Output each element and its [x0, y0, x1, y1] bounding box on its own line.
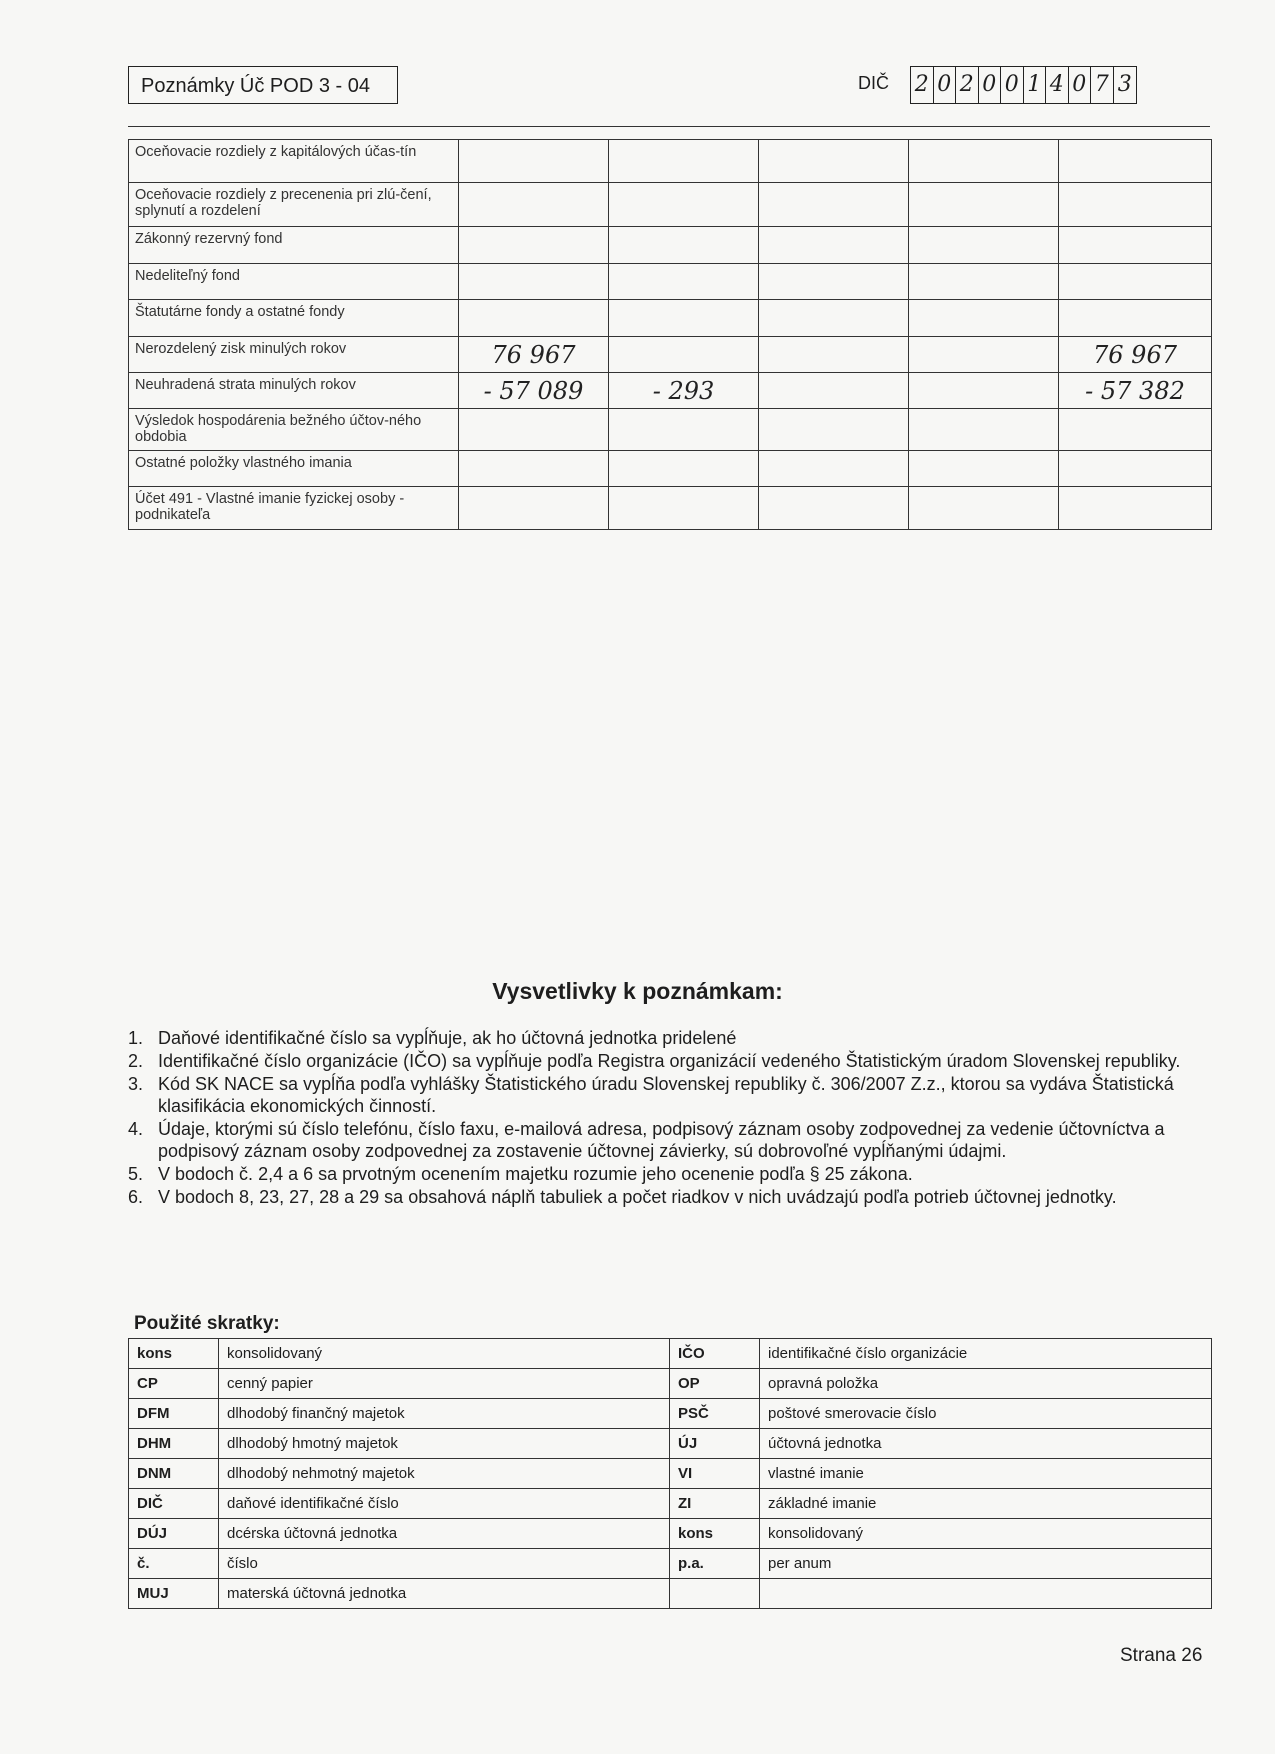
value-cell	[909, 409, 1059, 451]
table-row	[129, 451, 1212, 487]
explanations-title: Vysvetlivky k poznámkam:	[492, 978, 783, 1004]
item-text: V bodoch 8, 23, 27, 28 a 29 sa obsahová náplň tabuliek a počet riadkov v nich uvádzajú podľa potrieb účtovnej jednotky.	[158, 1187, 1117, 1207]
abbr-meaning: konsolidovaný	[760, 1519, 1212, 1549]
value-cell	[1059, 140, 1212, 183]
table-row	[129, 487, 1212, 530]
value-cell	[759, 300, 909, 337]
abbr-meaning: cenný papier	[219, 1369, 670, 1399]
abbr-key: DÚJ	[129, 1519, 219, 1549]
value-cell	[459, 487, 609, 530]
value-cell	[759, 264, 909, 300]
value-cell	[909, 227, 1059, 264]
value-cell	[909, 487, 1059, 530]
table-row	[129, 227, 1212, 264]
table-row	[129, 140, 1212, 183]
value-cell	[459, 183, 609, 227]
item-text: Kód SK NACE sa vypĺňa podľa vyhlášky Štatistického úradu Slovenskej republiky č. 306/2007 Z.z., ktorou sa vydáva Štatistická klasifikácia ekonomických činností.	[158, 1074, 1174, 1116]
value-cell	[909, 183, 1059, 227]
abbr-meaning: materská účtovná jednotka	[219, 1579, 670, 1609]
table-row	[129, 1429, 1212, 1459]
table-row	[129, 1579, 1212, 1609]
value-cell	[909, 264, 1059, 300]
abbreviations-title: Použité skratky:	[134, 1313, 280, 1334]
header-divider	[128, 126, 1210, 127]
abbr-meaning: účtovná jednotka	[760, 1429, 1212, 1459]
abbr-meaning: vlastné imanie	[760, 1459, 1212, 1489]
value-cell	[609, 409, 759, 451]
value-cell	[909, 337, 1059, 373]
value-cell: 76 967	[459, 337, 609, 373]
table-row	[129, 183, 1212, 227]
abbr-key: MUJ	[129, 1579, 219, 1609]
abbr-key: p.a.	[670, 1549, 760, 1579]
dic-digit: 0	[1001, 67, 1024, 103]
abbr-meaning: konsolidovaný	[219, 1339, 670, 1369]
abbr-key: kons	[129, 1339, 219, 1369]
item-text: Údaje, ktorými sú číslo telefónu, číslo faxu, e-mailová adresa, podpisový záznam osoby zodpovednej za vedenie účtovníctva a podpisový záznam osoby zodpovednej za zostavenie účtovnej závierky, sú dobrovoľné vypĺňanými údajmi.	[158, 1119, 1165, 1161]
equity-changes-table	[128, 139, 1212, 530]
table-row	[129, 1399, 1212, 1429]
dic-digit: 0	[979, 67, 1002, 103]
value-cell: - 293	[609, 373, 759, 409]
item-number: 5.	[128, 1164, 144, 1184]
value-cell	[759, 487, 909, 530]
row-label: Štatutárne fondy a ostatné fondy	[129, 300, 459, 337]
dic-digit: 7	[1091, 67, 1114, 103]
value-cell	[759, 451, 909, 487]
table-row	[129, 1489, 1212, 1519]
value-cell	[609, 487, 759, 530]
value-cell	[759, 183, 909, 227]
list-item	[128, 1027, 1208, 1049]
abbr-key: ZI	[670, 1489, 760, 1519]
table-row	[129, 300, 1212, 337]
value-cell	[1059, 227, 1212, 264]
dic-digit: 0	[1069, 67, 1092, 103]
abbr-key: OP	[670, 1369, 760, 1399]
page-number: Strana 26	[1120, 1645, 1203, 1666]
abbr-key: DFM	[129, 1399, 219, 1429]
value-cell	[459, 140, 609, 183]
value-cell	[609, 337, 759, 373]
value-cell	[909, 451, 1059, 487]
abbr-meaning: opravná položka	[760, 1369, 1212, 1399]
item-number: 4.	[128, 1119, 144, 1139]
table-row	[129, 409, 1212, 451]
table-row	[129, 337, 1212, 373]
abbr-key: PSČ	[670, 1399, 760, 1429]
dic-digit: 2	[956, 67, 979, 103]
row-label: Výsledok hospodárenia bežného účtov-ného obdobia	[129, 409, 459, 451]
explanations-list	[128, 1027, 1208, 1209]
abbr-key	[670, 1579, 760, 1609]
value-cell	[1059, 487, 1212, 530]
abbr-meaning: dcérska účtovná jednotka	[219, 1519, 670, 1549]
value-cell	[609, 264, 759, 300]
value-cell	[609, 183, 759, 227]
value-cell	[909, 140, 1059, 183]
table-row	[129, 1339, 1212, 1369]
value-cell	[759, 337, 909, 373]
table-row	[129, 1459, 1212, 1489]
row-label: Neuhradená strata minulých rokov	[129, 373, 459, 409]
value-cell	[609, 451, 759, 487]
value-cell	[1059, 451, 1212, 487]
value-cell	[909, 300, 1059, 337]
row-label: Nedeliteľný fond	[129, 264, 459, 300]
abbr-meaning: základné imanie	[760, 1489, 1212, 1519]
value-cell	[1059, 300, 1212, 337]
value-cell	[909, 373, 1059, 409]
abbr-meaning: poštové smerovacie číslo	[760, 1399, 1212, 1429]
value-cell	[459, 451, 609, 487]
row-label: Účet 491 - Vlastné imanie fyzickej osoby - podnikateľa	[129, 487, 459, 530]
value-cell	[759, 373, 909, 409]
abbr-key: DNM	[129, 1459, 219, 1489]
abbr-key: DHM	[129, 1429, 219, 1459]
value-cell	[459, 227, 609, 264]
form-title: Poznámky Úč POD 3 - 04	[128, 66, 398, 104]
table-row	[129, 1369, 1212, 1399]
abbr-key: VI	[670, 1459, 760, 1489]
dic-label: DIČ	[858, 73, 889, 93]
value-cell	[1059, 409, 1212, 451]
item-text: Identifikačné číslo organizácie (IČO) sa vypĺňuje podľa Registra organizácií vedeného Štatistickým úradom Slovenskej republiky.	[158, 1051, 1181, 1071]
list-item	[128, 1163, 1208, 1185]
abbreviations-table	[128, 1338, 1212, 1609]
value-cell	[459, 300, 609, 337]
table-row	[129, 1549, 1212, 1579]
abbr-key: kons	[670, 1519, 760, 1549]
value-cell	[1059, 183, 1212, 227]
abbr-meaning: daňové identifikačné číslo	[219, 1489, 670, 1519]
abbr-meaning: dlhodobý hmotný majetok	[219, 1429, 670, 1459]
table-row	[129, 373, 1212, 409]
row-label: Ostatné položky vlastného imania	[129, 451, 459, 487]
item-number: 6.	[128, 1187, 144, 1207]
row-label: Oceňovacie rozdiely z precenenia pri zlú-čení, splynutí a rozdelení	[129, 183, 459, 227]
row-label: Oceňovacie rozdiely z kapitálových účas-tín	[129, 140, 459, 183]
abbr-meaning: dlhodobý nehmotný majetok	[219, 1459, 670, 1489]
abbr-meaning	[760, 1579, 1212, 1609]
value-cell	[609, 300, 759, 337]
abbr-key: ÚJ	[670, 1429, 760, 1459]
abbr-key: IČO	[670, 1339, 760, 1369]
table-row	[129, 264, 1212, 300]
value-cell: - 57 089	[459, 373, 609, 409]
abbr-meaning: dlhodobý finančný majetok	[219, 1399, 670, 1429]
abbr-key: CP	[129, 1369, 219, 1399]
table-row	[129, 1519, 1212, 1549]
row-label: Zákonný rezervný fond	[129, 227, 459, 264]
list-item	[128, 1050, 1208, 1072]
item-number: 2.	[128, 1051, 144, 1071]
dic-digit: 2	[911, 67, 934, 103]
dic-digit: 1	[1024, 67, 1047, 103]
value-cell	[759, 409, 909, 451]
value-cell: - 57 382	[1059, 373, 1212, 409]
item-number: 1.	[128, 1028, 144, 1048]
value-cell	[609, 227, 759, 264]
item-text: Daňové identifikačné číslo sa vypĺňuje, ak ho účtovná jednotka pridelené	[158, 1028, 737, 1048]
abbr-meaning: identifikačné číslo organizácie	[760, 1339, 1212, 1369]
value-cell	[459, 264, 609, 300]
item-number: 3.	[128, 1074, 144, 1094]
list-item	[128, 1073, 1208, 1117]
value-cell	[759, 227, 909, 264]
abbr-meaning: číslo	[219, 1549, 670, 1579]
value-cell	[459, 409, 609, 451]
value-cell: 76 967	[1059, 337, 1212, 373]
value-cell	[759, 140, 909, 183]
value-cell	[1059, 264, 1212, 300]
list-item	[128, 1118, 1208, 1162]
dic-digit: 4	[1046, 67, 1069, 103]
dic-digit: 0	[934, 67, 957, 103]
item-text: V bodoch č. 2,4 a 6 sa prvotným ocenením majetku rozumie jeho ocenenie podľa § 25 zákona.	[158, 1164, 913, 1184]
value-cell	[609, 140, 759, 183]
list-item	[128, 1186, 1208, 1208]
abbr-key: č.	[129, 1549, 219, 1579]
row-label: Nerozdelený zisk minulých rokov	[129, 337, 459, 373]
abbr-key: DIČ	[129, 1489, 219, 1519]
abbr-meaning: per anum	[760, 1549, 1212, 1579]
dic-digit-boxes	[910, 66, 1137, 104]
dic-digit: 3	[1117, 72, 1132, 97]
